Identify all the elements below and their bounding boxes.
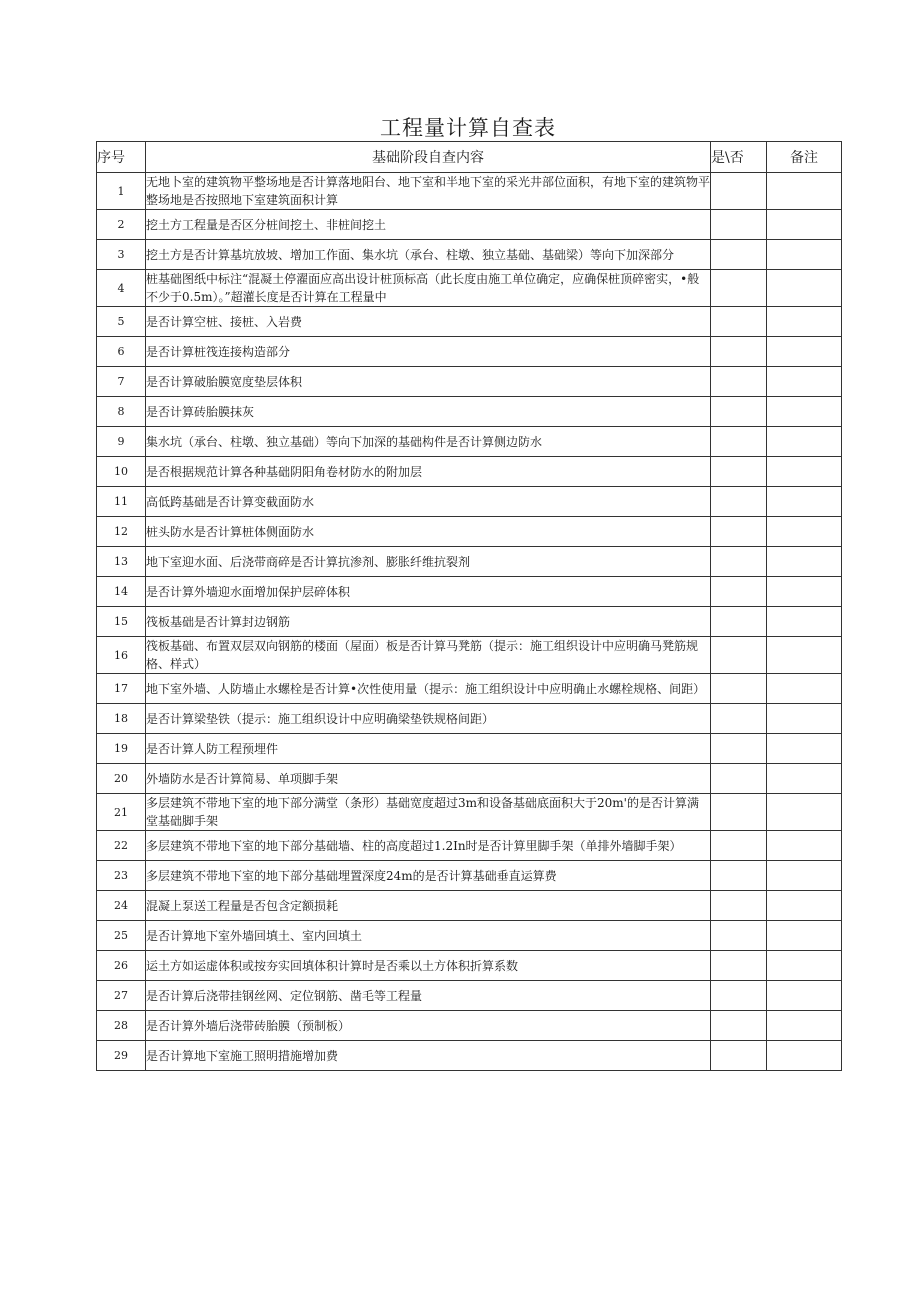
row-number: 16 <box>97 637 146 674</box>
row-number: 22 <box>97 831 146 861</box>
yes-no-cell[interactable] <box>711 637 767 674</box>
row-content: 是否计算地下室施工照明措施增加费 <box>146 1041 711 1071</box>
note-cell[interactable] <box>767 427 842 457</box>
row-content: 是否计算地下室外墙回填土、室内回填土 <box>146 921 711 951</box>
note-cell[interactable] <box>767 210 842 240</box>
row-number: 13 <box>97 547 146 577</box>
row-number: 15 <box>97 607 146 637</box>
yes-no-cell[interactable] <box>711 577 767 607</box>
row-content: 是否计算梁垫铁（提示：施工组织设计中应明确梁垫铁规格间距） <box>146 704 711 734</box>
yes-no-cell[interactable] <box>711 367 767 397</box>
table-row <box>97 487 842 517</box>
yes-no-cell[interactable] <box>711 831 767 861</box>
note-cell[interactable] <box>767 457 842 487</box>
note-cell[interactable] <box>767 704 842 734</box>
row-number: 20 <box>97 764 146 794</box>
table-header-row <box>97 142 842 173</box>
yes-no-cell[interactable] <box>711 547 767 577</box>
header-no: 序号 <box>97 142 146 173</box>
row-number: 12 <box>97 517 146 547</box>
row-content: 是否计算砖胎膜抹灰 <box>146 397 711 427</box>
row-number: 28 <box>97 1011 146 1041</box>
row-number: 29 <box>97 1041 146 1071</box>
note-cell[interactable] <box>767 921 842 951</box>
yes-no-cell[interactable] <box>711 457 767 487</box>
row-content: 多层建筑不带地下室的地下部分基础埋置深度24m的是否计算基础垂直运算费 <box>146 861 711 891</box>
row-content: 是否计算后浇带挂钢丝网、定位钢筋、凿毛等工程量 <box>146 981 711 1011</box>
note-cell[interactable] <box>767 764 842 794</box>
row-number: 7 <box>97 367 146 397</box>
yes-no-cell[interactable] <box>711 607 767 637</box>
row-content: 筏板基础、布置双层双向钢筋的楼面（屋面）板是否计算马凳筋（提示：施工组织设计中应明确马凳筋规格、样式） <box>146 637 711 674</box>
yes-no-cell[interactable] <box>711 951 767 981</box>
table-row <box>97 764 842 794</box>
table-row <box>97 734 842 764</box>
row-content: 是否计算人防工程预埋件 <box>146 734 711 764</box>
table-row <box>97 794 842 831</box>
row-number: 2 <box>97 210 146 240</box>
yes-no-cell[interactable] <box>711 674 767 704</box>
row-number: 11 <box>97 487 146 517</box>
note-cell[interactable] <box>767 367 842 397</box>
note-cell[interactable] <box>767 607 842 637</box>
row-content: 地下室迎水面、后浇带商碎是否计算抗渗剂、膨胀纤维抗裂剂 <box>146 547 711 577</box>
yes-no-cell[interactable] <box>711 397 767 427</box>
table-row <box>97 270 842 307</box>
table-row <box>97 307 842 337</box>
yes-no-cell[interactable] <box>711 981 767 1011</box>
row-content: 混凝上泵送工程量是否包含定额损耗 <box>146 891 711 921</box>
row-number: 19 <box>97 734 146 764</box>
row-content: 是否计算桩筏连接构造部分 <box>146 337 711 367</box>
row-number: 10 <box>97 457 146 487</box>
table-row <box>97 861 842 891</box>
table-row <box>97 240 842 270</box>
table-row <box>97 210 842 240</box>
yes-no-cell[interactable] <box>711 1011 767 1041</box>
header-content: 基础阶段自查内容 <box>146 142 711 173</box>
yes-no-cell[interactable] <box>711 1041 767 1071</box>
table-row <box>97 704 842 734</box>
row-number: 9 <box>97 427 146 457</box>
table-row <box>97 637 842 674</box>
note-cell[interactable] <box>767 981 842 1011</box>
row-number: 1 <box>97 173 146 210</box>
yes-no-cell[interactable] <box>711 427 767 457</box>
yes-no-cell[interactable] <box>711 173 767 210</box>
header-yes-no: 是\否 <box>711 142 767 173</box>
table-row <box>97 397 842 427</box>
row-number: 3 <box>97 240 146 270</box>
row-number: 23 <box>97 861 146 891</box>
note-cell[interactable] <box>767 1041 842 1071</box>
yes-no-cell[interactable] <box>711 734 767 764</box>
note-cell[interactable] <box>767 734 842 764</box>
table-row <box>97 674 842 704</box>
yes-no-cell[interactable] <box>711 240 767 270</box>
row-content: 地下室外墙、人防墙止水螺栓是否计算•次性使用量（提示：施工组织设计中应明确止水螺栓规格、间距） <box>146 674 711 704</box>
note-cell[interactable] <box>767 794 842 831</box>
note-cell[interactable] <box>767 637 842 674</box>
table-row <box>97 367 842 397</box>
table-row <box>97 981 842 1011</box>
row-content: 集水坑（承台、柱墩、独立基础）等向下加深的基础构件是否计算侧边防水 <box>146 427 711 457</box>
row-content: 高低跨基础是否计算变截面防水 <box>146 487 711 517</box>
row-number: 4 <box>97 270 146 307</box>
row-number: 27 <box>97 981 146 1011</box>
note-cell[interactable] <box>767 577 842 607</box>
row-content: 是否根据规范计算各种基础阴阳角卷材防水的附加层 <box>146 457 711 487</box>
row-content: 是否计算空桩、接桩、入岩费 <box>146 307 711 337</box>
row-content: 是否计算外墙迎水面增加保护层碎体积 <box>146 577 711 607</box>
row-number: 21 <box>97 794 146 831</box>
yes-no-cell[interactable] <box>711 794 767 831</box>
table-row <box>97 427 842 457</box>
yes-no-cell[interactable] <box>711 764 767 794</box>
header-note: 备注 <box>767 142 842 173</box>
row-number: 14 <box>97 577 146 607</box>
table-row <box>97 547 842 577</box>
table-body <box>97 173 842 1071</box>
note-cell[interactable] <box>767 831 842 861</box>
yes-no-cell[interactable] <box>711 891 767 921</box>
row-content: 挖土方是否计算基坑放坡、增加工作面、集水坑（承台、柱墩、独立基础、基础梁）等向下加深部分 <box>146 240 711 270</box>
table-row <box>97 951 842 981</box>
table-row <box>97 921 842 951</box>
note-cell[interactable] <box>767 240 842 270</box>
table-row <box>97 577 842 607</box>
table-row <box>97 1041 842 1071</box>
row-content: 外墙防水是否计算简易、单项脚手架 <box>146 764 711 794</box>
yes-no-cell[interactable] <box>711 270 767 307</box>
row-content: 桩头防水是否计算桩体侧面防水 <box>146 517 711 547</box>
note-cell[interactable] <box>767 397 842 427</box>
row-content: 桩基础图纸中标注“混凝土停濯面应高出设计桩顶标高（此长度由施工单位确定，应确保桩顶碎密实，•般不少于0.5m）。”超灌长度是否计算在工程量中 <box>146 270 711 307</box>
row-content: 运土方如运虚体积或按夯实回填体积计算时是否乘以土方体积折算系数 <box>146 951 711 981</box>
note-cell[interactable] <box>767 1011 842 1041</box>
row-content: 是否计算外墙后浇带砖胎膜（预制板） <box>146 1011 711 1041</box>
note-cell[interactable] <box>767 891 842 921</box>
row-number: 8 <box>97 397 146 427</box>
yes-no-cell[interactable] <box>711 921 767 951</box>
table-row <box>97 831 842 861</box>
yes-no-cell[interactable] <box>711 704 767 734</box>
row-number: 17 <box>97 674 146 704</box>
row-content: 多层建筑不带地下室的地下部分基础墙、柱的高度超过1.2In时是否计算里脚手架（单排外墙脚手架） <box>146 831 711 861</box>
note-cell[interactable] <box>767 337 842 367</box>
yes-no-cell[interactable] <box>711 517 767 547</box>
table-row <box>97 337 842 367</box>
row-content: 挖土方工程量是否区分桩间挖土、非桩间挖土 <box>146 210 711 240</box>
row-number: 5 <box>97 307 146 337</box>
table-row <box>97 891 842 921</box>
page-title: 工程量计算自查表 <box>380 116 556 140</box>
row-number: 24 <box>97 891 146 921</box>
row-number: 25 <box>97 921 146 951</box>
yes-no-cell[interactable] <box>711 307 767 337</box>
note-cell[interactable] <box>767 270 842 307</box>
note-cell[interactable] <box>767 547 842 577</box>
row-content: 是否计算破胎膜宽度垫层体积 <box>146 367 711 397</box>
note-cell[interactable] <box>767 951 842 981</box>
row-number: 6 <box>97 337 146 367</box>
note-cell[interactable] <box>767 173 842 210</box>
table-row <box>97 457 842 487</box>
yes-no-cell[interactable] <box>711 337 767 367</box>
row-content: 多层建筑不带地下室的地下部分满堂（条形）基础宽度超过3m和设备基础底面积大于20m'的是否计算满堂基础脚手架 <box>146 794 711 831</box>
row-content: 无地卜室的建筑物平整场地是否计算落地阳台、地下室和半地下室的采光井部位面积，有地下室的建筑物平整场地是否按照地下室建筑面积计算 <box>146 173 711 210</box>
yes-no-cell[interactable] <box>711 861 767 891</box>
table-row <box>97 173 842 210</box>
note-cell[interactable] <box>767 861 842 891</box>
table-row <box>97 517 842 547</box>
yes-no-cell[interactable] <box>711 487 767 517</box>
table-row <box>97 607 842 637</box>
note-cell[interactable] <box>767 517 842 547</box>
row-content: 筏板基础是否计算封边钢筋 <box>146 607 711 637</box>
table-row <box>97 1011 842 1041</box>
row-number: 26 <box>97 951 146 981</box>
self-check-table <box>96 141 842 1071</box>
row-number: 18 <box>97 704 146 734</box>
note-cell[interactable] <box>767 487 842 517</box>
note-cell[interactable] <box>767 674 842 704</box>
yes-no-cell[interactable] <box>711 210 767 240</box>
note-cell[interactable] <box>767 307 842 337</box>
